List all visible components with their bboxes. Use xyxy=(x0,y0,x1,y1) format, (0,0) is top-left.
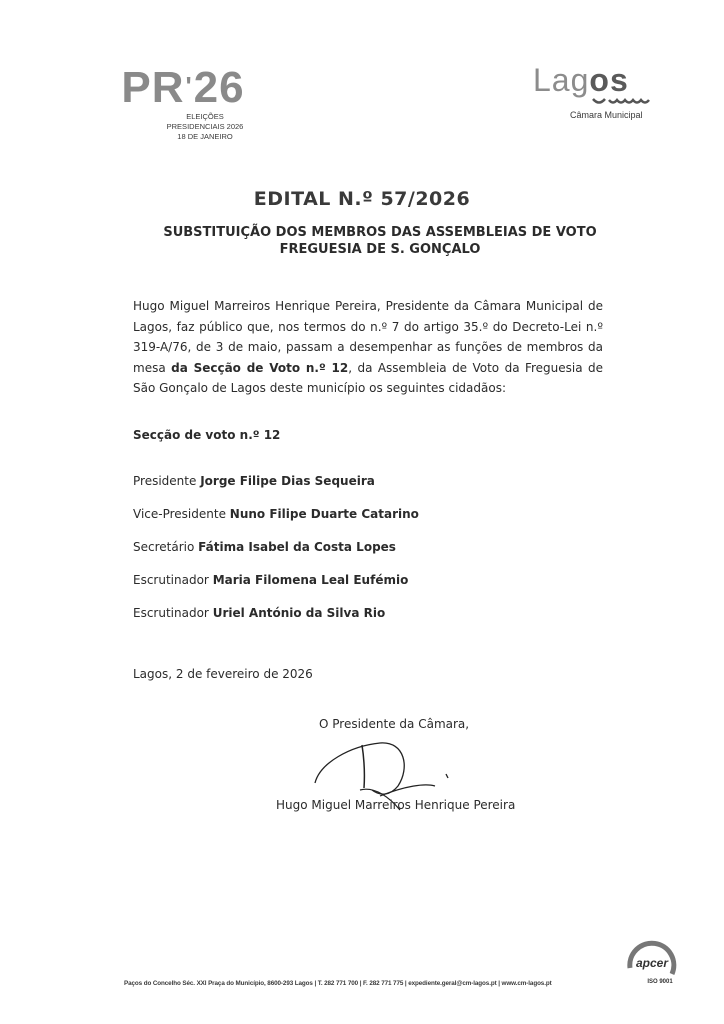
election-logo-apostrophe: ' xyxy=(185,71,193,101)
apcer-brand: apcer xyxy=(635,956,669,970)
apcer-standard: ISO 9001 xyxy=(647,979,673,985)
intro-text-bold: da Secção de Voto n.º 12 xyxy=(171,360,349,375)
election-logo-line3: 18 DE JANEIRO xyxy=(177,132,233,141)
member-role: Presidente xyxy=(133,474,197,488)
municipal-logo-word-part1: Lag xyxy=(533,62,590,98)
election-logo xyxy=(118,63,268,142)
document-title: EDITAL N.º 57/2026 xyxy=(253,188,471,210)
member-item xyxy=(133,573,419,606)
section-heading: Secção de voto n.º 12 xyxy=(133,428,281,442)
member-name: Uriel António da Silva Rio xyxy=(212,606,386,620)
footer-address: Paços do Concelho Séc. XXI Praça do Município, 8600-293 Lagos | T. 282 771 700 | F. 282 771 775 | expediente.geral@cm-lagos.pt | www.cm-lagos.pt xyxy=(124,980,552,987)
member-item xyxy=(133,507,419,540)
member-name: Fátima Isabel da Costa Lopes xyxy=(198,540,396,554)
election-logo-line1: ELEIÇÕES xyxy=(186,112,224,121)
intro-text-part1: Hugo Miguel Marreiros Henrique Pereira, Presidente da Câmara Municipal de Lagos, faz público que, nos termos do n.º 7 do artigo 35.º do Decreto-Lei n.º 319-A/76, de 3 de maio, passam a desempenhar as funções de membros da mesa xyxy=(133,299,603,375)
election-logo-year: 26 xyxy=(193,63,245,112)
municipal-logo-subtitle: Câmara Municipal xyxy=(570,110,643,120)
member-role: Escrutinador xyxy=(133,606,209,620)
member-name: Maria Filomena Leal Eufémio xyxy=(212,573,409,587)
municipal-logo-word-part2: os xyxy=(589,62,629,98)
municipal-logo-word xyxy=(533,64,673,96)
signatory-role: O Presidente da Câmara, xyxy=(319,717,470,731)
intro-text-part2: , da Assembleia de Voto da Freguesia de São Gonçalo de Lagos deste município os seguintes cidadãos: xyxy=(133,360,604,395)
member-name: Jorge Filipe Dias Sequeira xyxy=(200,474,375,488)
municipal-logo xyxy=(525,62,665,120)
subtitle-line2: FREGUESIA DE S. GONÇALO xyxy=(279,242,481,257)
subtitle-line1: SUBSTITUIÇÃO DOS MEMBROS DAS ASSEMBLEIAS DE VOTO xyxy=(163,225,597,240)
members-list xyxy=(133,474,419,639)
election-logo-caption xyxy=(130,112,280,142)
election-logo-pr: PR xyxy=(121,63,185,112)
member-role: Escrutinador xyxy=(133,573,209,587)
apcer-certification-icon xyxy=(622,938,682,990)
signatory-name: Hugo Miguel Marreiros Henrique Pereira xyxy=(276,798,516,812)
member-role: Secretário xyxy=(133,540,195,554)
date-line: Lagos, 2 de fevereiro de 2026 xyxy=(133,667,313,681)
member-name: Nuno Filipe Duarte Catarino xyxy=(229,507,419,521)
election-logo-line2: PRESIDENCIAIS 2026 xyxy=(166,122,244,131)
document-subtitle xyxy=(160,224,600,258)
election-logo-mark xyxy=(108,63,258,112)
member-item xyxy=(133,540,419,573)
intro-paragraph xyxy=(133,296,603,399)
member-role: Vice-Presidente xyxy=(133,507,226,521)
member-item xyxy=(133,606,419,639)
member-item xyxy=(133,474,419,507)
waves-icon xyxy=(591,96,651,108)
